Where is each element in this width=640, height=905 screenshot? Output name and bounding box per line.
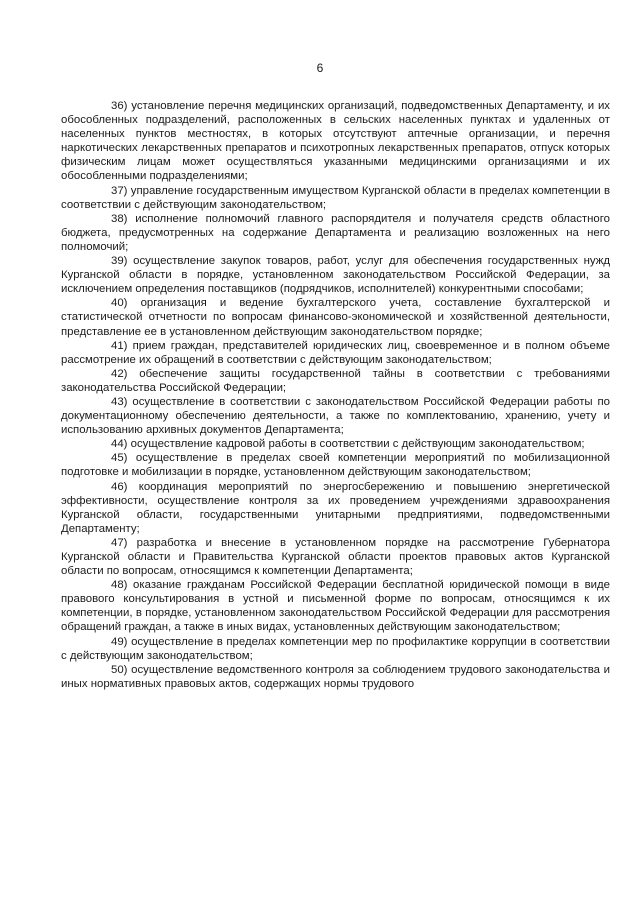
paragraph-50: 50) осуществление ведомственного контроля за соблюдением трудового законодательства и иных нормативных правовых актов, содержащих нормы трудового <box>61 663 610 690</box>
paragraph-39: 39) осуществление закупок товаров, работ, услуг для обеспечения государственных нужд Курганской области в порядке, установленном законодательством Российской Федерации, за исключением определения поставщиков (подрядчиков, исполнителей) конкурентными способами; <box>61 255 610 296</box>
paragraph-38: 38) исполнение полномочий главного распорядителя и получателя средств областного бюджета, предусмотренных на содержание Департамента и реализацию возложенных на него полномочий; <box>61 212 610 253</box>
paragraph-37: 37) управление государственным имуществом Курганской области в пределах компетенции в соответствии с действующим законодательством; <box>61 184 610 211</box>
paragraph-44: 44) осуществление кадровой работы в соответствии с действующим законодательством; <box>111 438 585 451</box>
paragraph-41: 41) прием граждан, представителей юридических лиц, своевременное и в полном объеме рассмотрение их обращений в соответствии с действующим законодательством; <box>61 339 610 366</box>
page-number: 6 <box>316 61 324 75</box>
paragraph-36: 36) установление перечня медицинских организаций, подведомственных Департаменту, и их обособленных подразделений, расположенных в сельских населенных пунктах и удаленных от населенных пунктов местностях, в которых отсутствуют аптечные организации, и перечня наркотических лекарственных препаратов и психотропных лекарственных препаратов, отпуск которых физическим лицам может осуществляться указанными медицинскими организациями и их обособленными подразделениями; <box>61 100 610 183</box>
paragraph-45: 45) осуществление в пределах своей компетенции мероприятий по мобилизационной подготовке и мобилизации в порядке, установленном действующим законодательством; <box>61 452 610 479</box>
paragraph-43: 43) осуществление в соответствии с законодательством Российской Федерации работы по документационному обеспечению деятельности, а также по комплектованию, хранению, учету и использованию архивных документов Департамента; <box>61 395 610 437</box>
paragraph-47: 47) разработка и внесение в установленном порядке на рассмотрение Губернатора Курганской области и Правительства Курганской области проектов правовых актов Курганской области по вопросам, относящимся к компетенции Департамента; <box>61 536 610 578</box>
paragraph-48: 48) оказание гражданам Российской Федерации бесплатной юридической помощи в виде правового консультирования в устной и письменной форме по вопросам, относящимся к их компетенции, в порядке, установленном законодательством Российской Федерации для рассмотрения обращений граждан, а также в иных видах, установленных действующим законодательством; <box>61 579 610 634</box>
paragraph-49: 49) осуществление в пределах компетенции мер по профилактике коррупции в соответствии с действующим законодательством; <box>61 635 610 662</box>
document-body <box>61 99 610 691</box>
paragraph-40: 40) организация и ведение бухгалтерского учета, составление бухгалтерской и статистической отчетности по вопросам финансово-экономической и хозяйственной деятельности, представление ее в установленном действующим законодательством порядке; <box>61 297 610 338</box>
paragraph-46: 46) координация мероприятий по энергосбережению и повышению энергетической эффективности, осуществление контроля за их проведением учреждениями здравоохранения Курганской области, государственными унитарными предприятиями, подведомственными Департаменту; <box>61 480 610 535</box>
paragraph-42: 42) обеспечение защиты государственной тайны в соответствии с требованиями законодательства Российской Федерации; <box>61 367 610 394</box>
